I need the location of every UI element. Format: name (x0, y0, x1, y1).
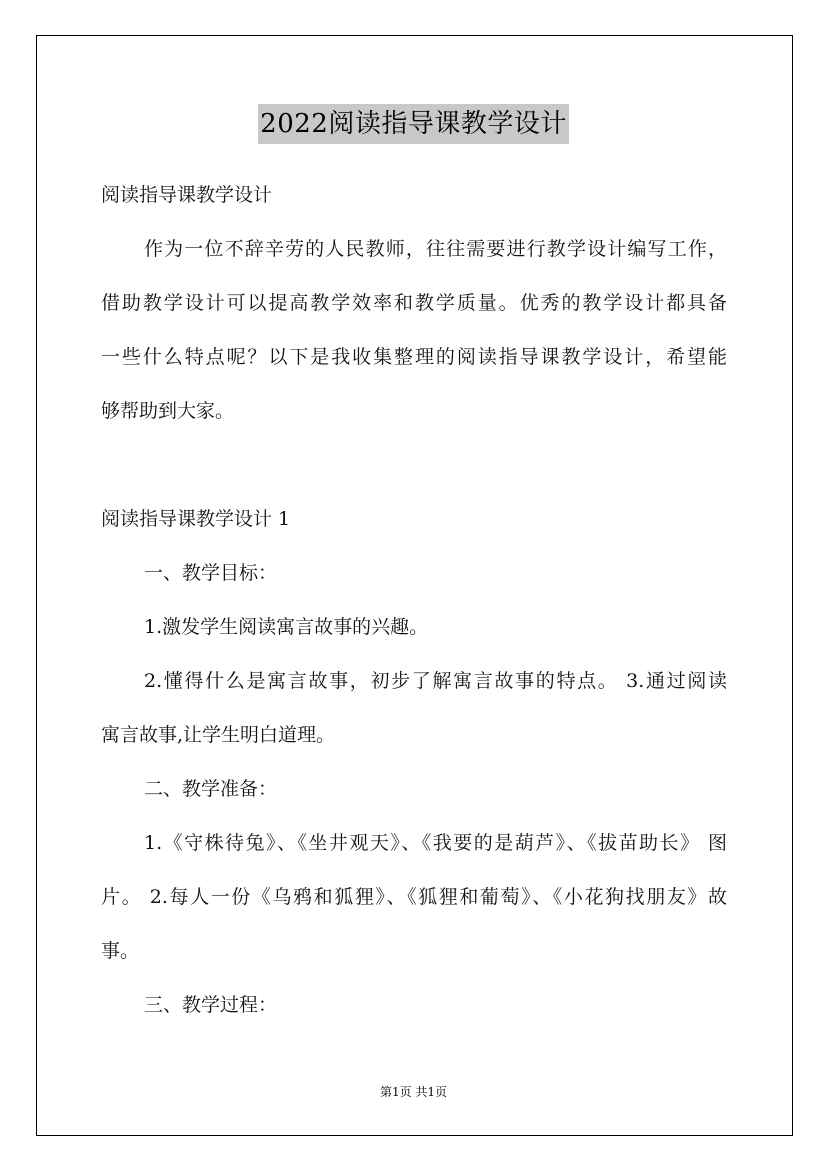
intro-line-4: 够帮助到大家。 (101, 400, 235, 422)
intro-line-1: 作为一位不辞辛劳的人民教师，往往需要进行教学设计编写工作， (144, 238, 727, 260)
document-title: 2022阅读指导课教学设计 (258, 104, 569, 144)
intro-line-3: 一些什么特点呢？以下是我收集整理的阅读指导课教学设计，希望能 (101, 346, 727, 368)
paragraph-gap (101, 438, 727, 492)
intro-line-2: 借助教学设计可以提高教学效率和教学质量。优秀的教学设计都具备 (101, 292, 727, 314)
section-heading: 阅读指导课教学设计 1 (101, 508, 291, 530)
prep-line-2: 片。 2.每人一份《乌鸦和狐狸》、《狐狸和葡萄》、《小花狗找朋友》故 (101, 886, 727, 908)
goals-heading: 一、教学目标： (144, 562, 278, 584)
goal-item-1: 1.激发学生阅读寓言故事的兴趣。 (144, 616, 429, 638)
page-footer: 第1页 共1页 (379, 1085, 448, 1099)
main-heading: 阅读指导课教学设计 (101, 184, 273, 206)
document-body (101, 168, 727, 1032)
goal-item-2-line-2: 寓言故事,让学生明白道理。 (101, 724, 336, 746)
prep-line-3: 事。 (101, 940, 140, 962)
process-heading: 三、教学过程： (144, 994, 278, 1016)
prep-line-1: 1.《守株待兔》、《坐井观天》、《我要的是葫芦》、《拔苗助长》 图 (144, 832, 727, 854)
goal-item-2-line-1: 2.懂得什么是寓言故事，初步了解寓言故事的特点。 3.通过阅读 (144, 670, 727, 692)
title-container (0, 104, 827, 144)
prep-heading: 二、教学准备： (144, 778, 278, 800)
